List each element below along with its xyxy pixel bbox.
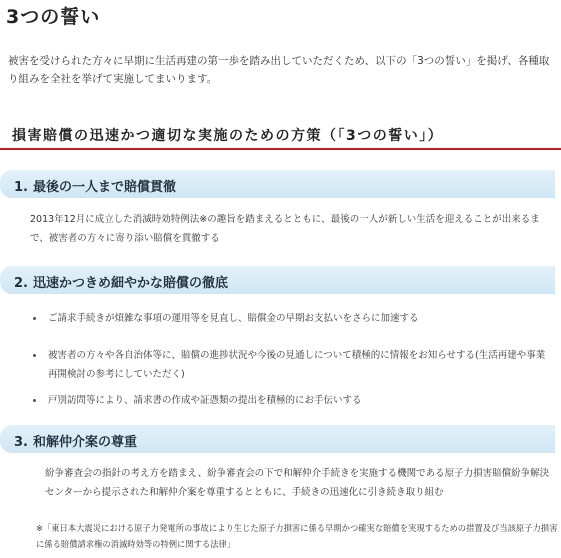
- pledge-2-title: 迅速かつきめ細やかな賠償の徹底: [32, 276, 228, 291]
- list-item: [48, 391, 548, 410]
- pledge-1-title: 最後の一人まで賠償貫徹: [32, 180, 176, 195]
- section-title-bar: [0, 118, 561, 150]
- list-item: [48, 309, 548, 328]
- list-item: [48, 346, 548, 384]
- pledge-1-heading: [0, 170, 555, 198]
- pledge-2-bullet-3: 戸別訪問等により、請求書の作成や証憑類の提出を積極的にお手伝いする: [48, 395, 362, 406]
- pledge-1-text: 2013年12月に成立した消滅時効特例法※の趣旨を踏まえるとともに、最後の一人が新しい生活を迎えることが出来るまで、被害者の方々に寄り添い賠償を貫徹する: [30, 214, 540, 244]
- footnote: ※「東日本大震災における原子力発電所の事故により生じた原子力損害に係る早期かつ確実な賠償を実現するための措置及び当該原子力損害に係る賠償請求権の消滅時効等の特例に関する法律」: [36, 523, 558, 549]
- intro-paragraph: 被害を受けられた方々に早期に生活再建の第一歩を踏み出していただくため、以下の「3つの誓い」を掲げ、各種取り組みを全社を挙げて実施してまいります。: [8, 55, 550, 85]
- page-title: 3つの誓い: [6, 6, 101, 28]
- pledge-3-heading: [0, 425, 555, 453]
- bullet-dot: [33, 354, 36, 357]
- pledge-2-heading: [0, 266, 555, 294]
- pledge-2-bullet-1: ご請求手続きが煩雑な事項の運用等を見直し、賠償金の早期お支払いをさらに加速する: [48, 313, 419, 324]
- pledge-3-title: 和解仲介案の尊重: [32, 435, 137, 450]
- section-title: 損害賠償の迅速かつ適切な実施のための方策（「3つの誓い」）: [12, 128, 444, 144]
- bullet-dot: [33, 317, 36, 320]
- pledge-2-number: 2.: [14, 276, 28, 291]
- bullet-dot: [33, 399, 36, 402]
- pledge-3-number: 3.: [14, 435, 28, 450]
- pledge-1-number: 1.: [14, 180, 28, 195]
- pledge-3-text: 紛争審査会の指針の考え方を踏まえ、紛争審査会の下で和解仲介手続きを実施する機関である原子力損害賠償紛争解決センターから提示された和解仲介案を尊重するとともに、手続きの迅速化に引き続き取り組む: [45, 468, 550, 498]
- pledge-2-bullet-2: 被害者の方々や各自治体等に、賠償の進捗状況や今後の見通しについて積極的に情報をお知らせする(生活再建や事業再開検討の参考にしていただく): [48, 350, 546, 380]
